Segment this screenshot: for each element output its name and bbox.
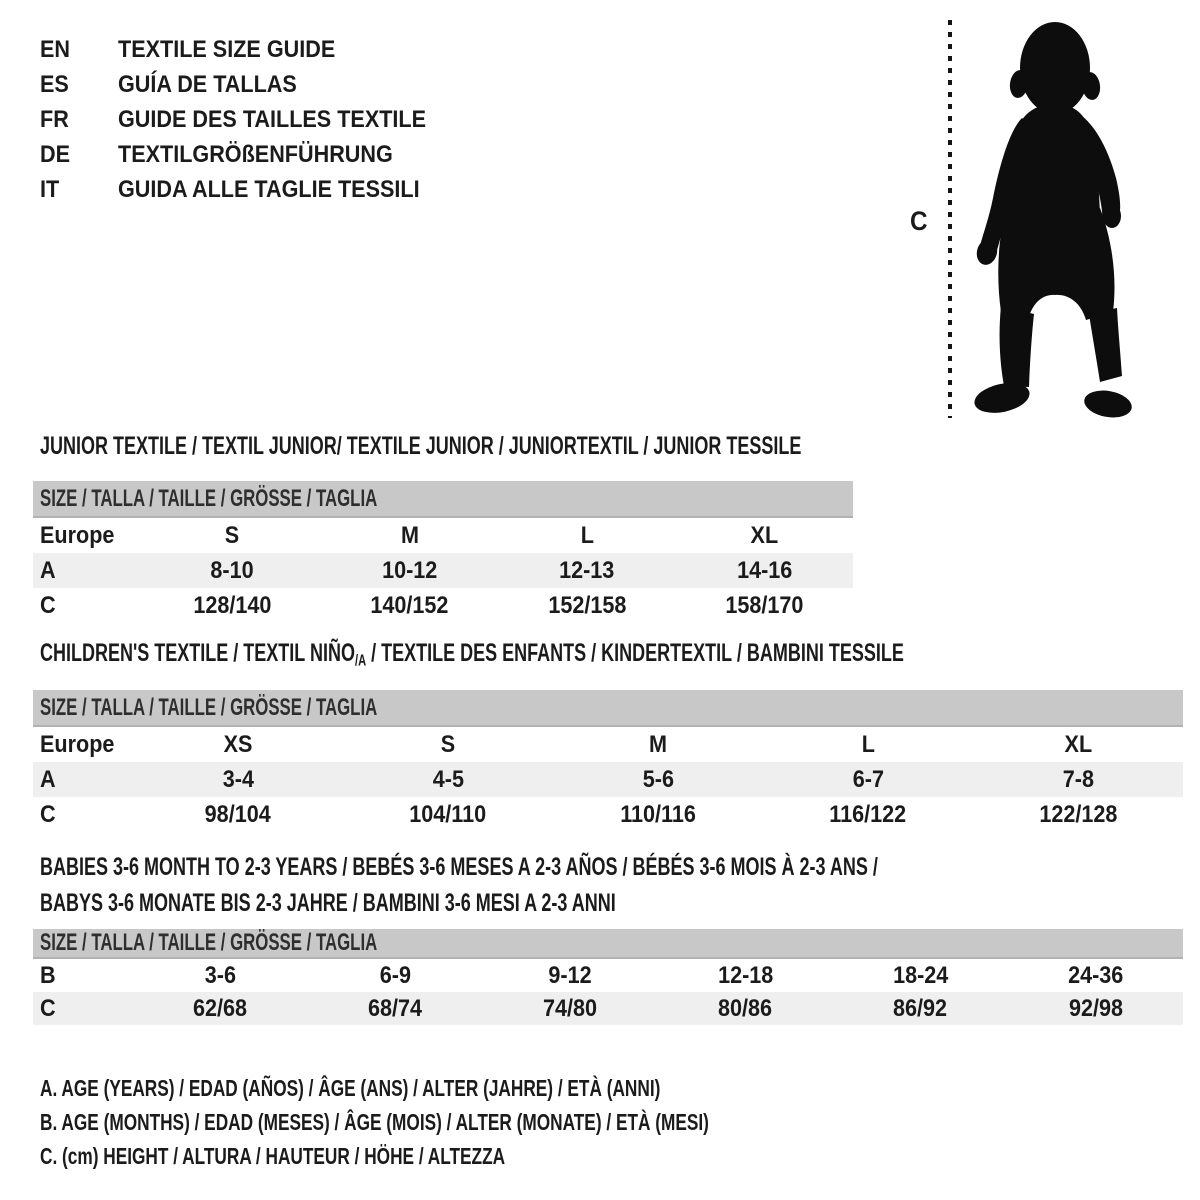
junior-size-m: M xyxy=(400,521,419,549)
babies-months-row xyxy=(33,958,1183,992)
children-age-value: 6-7 xyxy=(852,765,884,793)
junior-size-l: L xyxy=(580,521,594,549)
junior-age-row xyxy=(33,553,853,588)
junior-section-heading: JUNIOR TEXTILE / TEXTIL JUNIOR/ TEXTILE JUNIOR / JUNIORTEXTIL / JUNIOR TESSILE xyxy=(40,432,802,460)
language-code-fr: FR xyxy=(40,105,69,133)
language-title-it: GUIDA ALLE TAGLIE TESSILI xyxy=(118,175,420,203)
height-measure-label: C xyxy=(910,206,928,236)
junior-height-value: 128/140 xyxy=(192,591,272,619)
children-height-value: 110/116 xyxy=(620,800,696,828)
language-row-fr xyxy=(40,102,460,137)
language-row-de xyxy=(40,137,460,172)
children-sizes-row xyxy=(33,726,1183,762)
babies-height-value: 62/68 xyxy=(193,994,248,1022)
toddler-silhouette-image xyxy=(970,18,1133,418)
children-size-header-band xyxy=(33,690,1183,726)
children-height-value: 122/128 xyxy=(1038,800,1118,828)
babies-months-value: 6-9 xyxy=(379,961,412,989)
junior-height-value: 140/152 xyxy=(370,591,449,619)
language-row-es xyxy=(40,67,460,102)
children-height-value: 116/122 xyxy=(829,800,907,828)
children-heading-main: CHILDREN'S TEXTILE / TEXTIL NIÑO xyxy=(40,639,355,667)
children-height-value: 104/110 xyxy=(409,800,487,828)
children-size-s: S xyxy=(440,730,456,758)
babies-height-value: 74/80 xyxy=(543,994,598,1022)
children-size-xl: XL xyxy=(1064,730,1092,758)
babies-months-value: 18-24 xyxy=(892,961,949,989)
babies-size-table xyxy=(33,929,1183,1025)
children-age-value: 3-4 xyxy=(222,765,254,793)
babies-section-heading-line2: BABYS 3-6 MONATE BIS 2-3 JAHRE / BAMBINI 3-6 MESI A 2-3 ANNI xyxy=(40,889,616,917)
junior-age-value: 12-13 xyxy=(559,556,615,584)
babies-height-value: 80/86 xyxy=(718,994,773,1022)
children-heading-subscript: /A xyxy=(354,652,367,670)
babies-months-value: 3-6 xyxy=(204,961,237,989)
language-title-fr: GUIDE DES TAILLES TEXTILE xyxy=(118,105,427,133)
children-section-heading xyxy=(40,641,904,674)
junior-height-value: 152/158 xyxy=(547,591,627,619)
children-size-table xyxy=(33,690,1183,832)
junior-size-s: S xyxy=(224,521,240,549)
children-height-row-key: C xyxy=(40,800,56,828)
language-code-it: IT xyxy=(40,175,60,203)
junior-age-value: 8-10 xyxy=(210,556,254,584)
children-age-value: 4-5 xyxy=(432,765,464,793)
junior-age-value: 10-12 xyxy=(381,556,438,584)
legend-age-months: B. AGE (MONTHS) / EDAD (MESES) / ÂGE (MOIS) / ALTER (MONATE) / ETÀ (MESI) xyxy=(40,1108,709,1135)
babies-months-value: 9-12 xyxy=(548,961,593,989)
babies-height-row xyxy=(33,992,1183,1025)
junior-height-row xyxy=(33,588,853,623)
children-age-row-key: A xyxy=(40,765,56,793)
junior-size-table xyxy=(33,481,853,623)
children-height-row xyxy=(33,797,1183,832)
legend-age-years: A. AGE (YEARS) / EDAD (AÑOS) / ÂGE (ANS) / ALTER (JAHRE) / ETÀ (ANNI) xyxy=(40,1074,661,1101)
language-row-en xyxy=(40,32,460,67)
language-title-de: TEXTILGRÖßENFÜHRUNG xyxy=(118,140,393,168)
babies-height-value: 86/92 xyxy=(893,994,948,1022)
height-measure-dashed-line xyxy=(948,20,952,418)
children-size-header-text: SIZE / TALLA / TAILLE / GRÖSSE / TAGLIA xyxy=(40,693,378,721)
legend-height-cm: C. (cm) HEIGHT / ALTURA / HAUTEUR / HÖHE / ALTEZZA xyxy=(40,1142,506,1169)
junior-height-row-key: C xyxy=(40,591,56,619)
language-title-list xyxy=(40,32,460,207)
babies-months-value: 12-18 xyxy=(717,961,774,989)
children-size-xs: XS xyxy=(223,730,253,758)
babies-size-header-text: SIZE / TALLA / TAILLE / GRÖSSE / TAGLIA xyxy=(40,929,378,956)
babies-section-heading-line1: BABIES 3-6 MONTH TO 2-3 YEARS / BEBÉS 3-6 MESES A 2-3 AÑOS / BÉBÉS 3-6 MOIS À 2-3 ANS / xyxy=(40,853,878,881)
language-code-en: EN xyxy=(40,35,71,63)
junior-age-row-key: A xyxy=(40,556,56,584)
junior-size-xl: XL xyxy=(750,521,779,549)
junior-age-value: 14-16 xyxy=(736,556,793,584)
junior-region-label: Europe xyxy=(40,521,115,549)
babies-height-value: 92/98 xyxy=(1068,994,1123,1022)
children-region-label: Europe xyxy=(40,730,115,758)
babies-months-row-key: B xyxy=(40,961,56,989)
babies-size-header-band xyxy=(33,929,1183,958)
language-title-es: GUÍA DE TALLAS xyxy=(118,70,297,98)
language-title-en: TEXTILE SIZE GUIDE xyxy=(118,35,336,63)
language-code-es: ES xyxy=(40,70,69,98)
junior-sizes-row xyxy=(33,517,853,553)
children-age-value: 7-8 xyxy=(1062,765,1094,793)
babies-months-value: 24-36 xyxy=(1067,961,1124,989)
children-age-row xyxy=(33,762,1183,797)
legend xyxy=(40,1071,932,1173)
language-row-it xyxy=(40,172,460,207)
children-size-l: L xyxy=(861,730,875,758)
children-heading-rest: / TEXTILE DES ENFANTS / KINDERTEXTIL / BAMBINI TESSILE xyxy=(366,639,904,667)
children-age-value: 5-6 xyxy=(642,765,674,793)
children-size-m: M xyxy=(649,730,667,758)
babies-height-value: 68/74 xyxy=(368,994,423,1022)
children-height-value: 98/104 xyxy=(204,800,272,828)
junior-size-header-band xyxy=(33,481,853,517)
language-code-de: DE xyxy=(40,140,71,168)
junior-height-value: 158/170 xyxy=(725,591,804,619)
junior-size-header-text: SIZE / TALLA / TAILLE / GRÖSSE / TAGLIA xyxy=(40,484,378,512)
babies-height-row-key: C xyxy=(40,994,56,1022)
